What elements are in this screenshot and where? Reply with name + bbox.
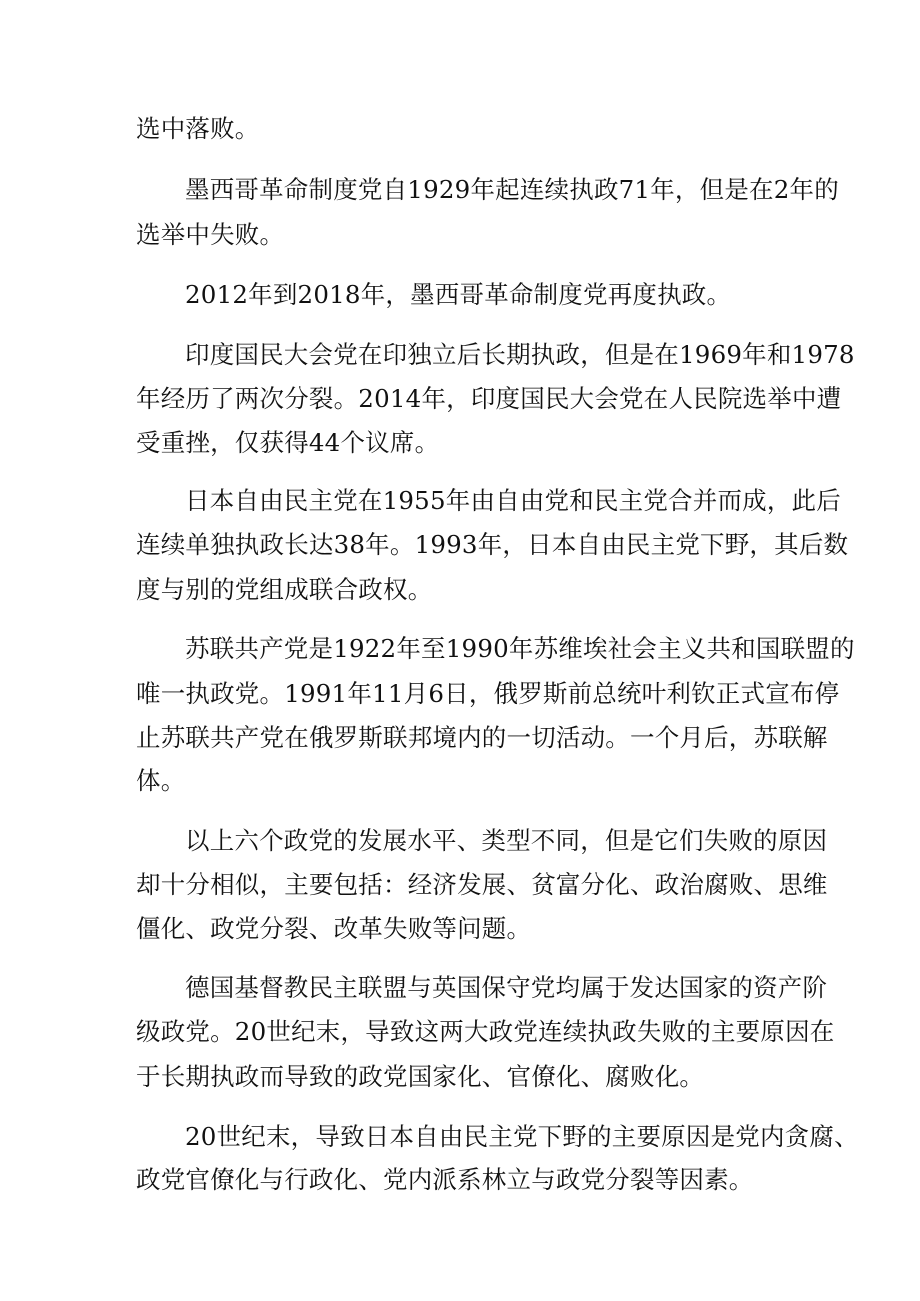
paragraph-line: 止苏联共产党在俄罗斯联邦境内的一切活动。一个月后，苏联解 xyxy=(136,723,828,752)
paragraph-line: 体。 xyxy=(136,766,186,795)
paragraph-line: 日本自由民主党在1955年由自由党和民主党合并而成，此后 xyxy=(185,486,841,515)
paragraph-line: 受重挫，仅获得44个议席。 xyxy=(136,428,440,457)
paragraph-line: 政党官僚化与行政化、党内派系林立与政党分裂等因素。 xyxy=(136,1165,754,1194)
paragraph-line: 选中落败。 xyxy=(136,114,260,143)
paragraph-line: 印度国民大会党在印独立后长期执政，但是在1969年和1978 xyxy=(185,340,855,369)
paragraph-line: 选举中失败。 xyxy=(136,220,285,249)
paragraph-line: 却十分相似，主要包括：经济发展、贫富分化、政治腐败、思维 xyxy=(136,870,828,899)
paragraph-line: 20世纪末，导致日本自由民主党下野的主要原因是党内贪腐、 xyxy=(185,1122,859,1151)
paragraph-line: 连续单独执政长达38年。1993年，日本自由民主党下野，其后数 xyxy=(136,530,849,559)
paragraph-line: 2012年到2018年，墨西哥革命制度党再度执政。 xyxy=(185,280,732,309)
paragraph-line: 墨西哥革命制度党自1929年起连续执政71年，但是在2年的 xyxy=(185,175,839,204)
paragraph-line: 苏联共产党是1922年至1990年苏维埃社会主义共和国联盟的 xyxy=(185,634,855,663)
paragraph-line: 以上六个政党的发展水平、类型不同，但是它们失败的原因 xyxy=(185,826,828,855)
paragraph-line: 级政党。20世纪末，导致这两大政党连续执政失败的主要原因在 xyxy=(136,1017,835,1046)
paragraph-line: 于长期执政而导致的政党国家化、官僚化、腐败化。 xyxy=(136,1062,705,1091)
paragraph-line: 僵化、政党分裂、改革失败等问题。 xyxy=(136,914,532,943)
paragraph-line: 度与别的党组成联合政权。 xyxy=(136,575,433,604)
paragraph-line: 唯一执政党。1991年11月6日，俄罗斯前总统叶利钦正式宣布停 xyxy=(136,679,840,708)
paragraph-line: 年经历了两次分裂。2014年，印度国民大会党在人民院选举中遭 xyxy=(136,384,842,413)
paragraph-line: 德国基督教民主联盟与英国保守党均属于发达国家的资产阶 xyxy=(185,973,828,1002)
